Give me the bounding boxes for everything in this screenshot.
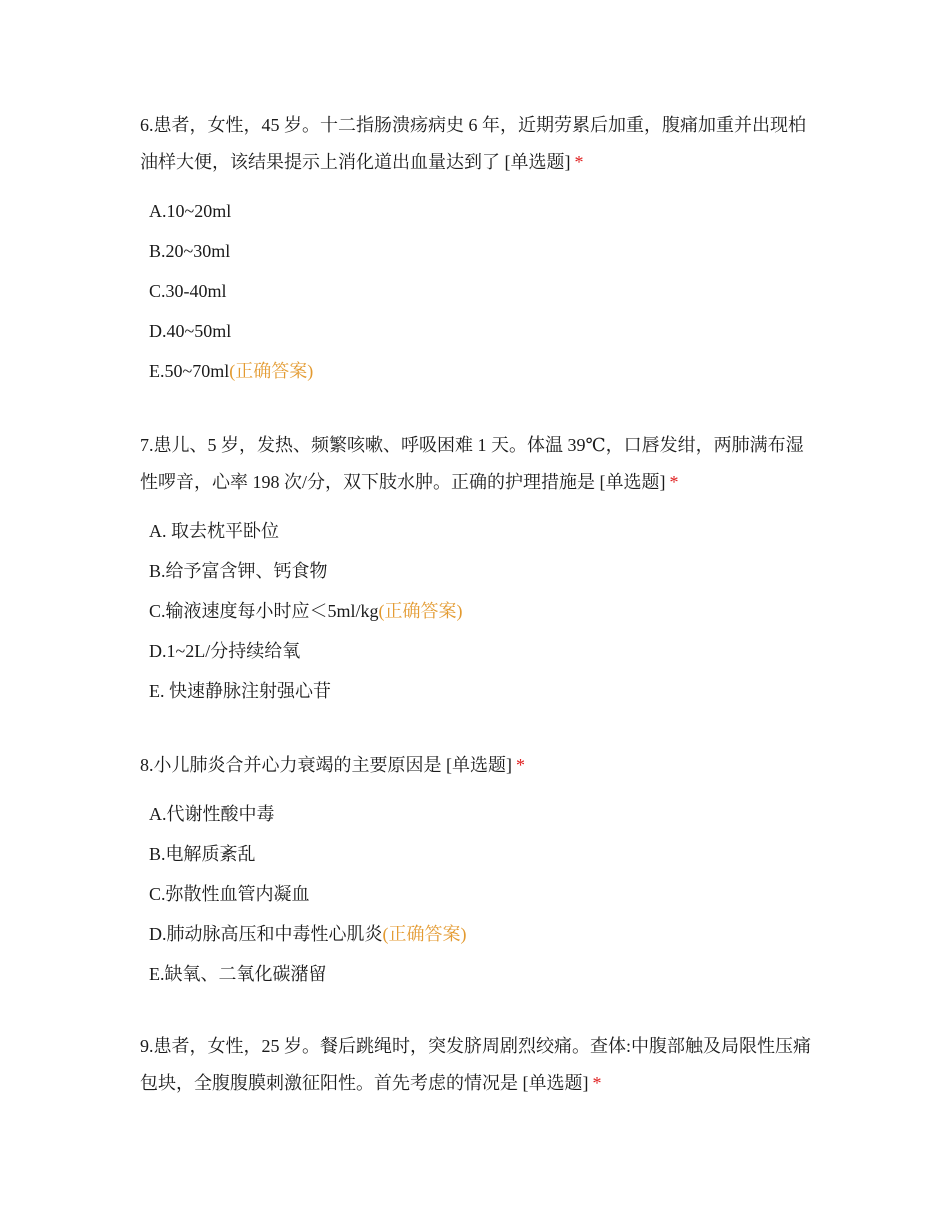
question-6-options <box>140 191 820 391</box>
option-c[interactable]: C.30-40ml <box>149 281 227 301</box>
option-a[interactable]: A.10~20ml <box>149 201 232 221</box>
question-8 <box>140 747 820 994</box>
option-d[interactable]: D.1~2L/分持续给氧 <box>149 641 301 661</box>
option-a[interactable]: A. 取去枕平卧位 <box>149 521 279 541</box>
option-e[interactable]: E.50~70ml(正确答案) <box>149 361 314 381</box>
option-c[interactable]: C.输液速度每小时应＜5ml/kg(正确答案) <box>149 601 463 621</box>
question-6 <box>140 107 820 391</box>
option-b[interactable]: B.20~30ml <box>149 241 231 261</box>
required-mark: * <box>669 472 679 492</box>
question-8-text: 8.小儿肺炎合并心力衰竭的主要原因是 [单选题] <box>140 755 512 775</box>
question-7 <box>140 427 820 711</box>
correct-answer-tag: (正确答案) <box>229 361 314 381</box>
option-e[interactable]: E.缺氧、二氧化碳潴留 <box>149 964 327 984</box>
question-6-text: 6.患者，女性，45 岁。十二指肠溃疡病史 6 年，近期劳累后加重，腹痛加重并出现柏油样大便，该结果提示上消化道出血量达到了 [单选题] <box>140 115 806 172</box>
question-8-stem <box>140 747 820 784</box>
required-mark: * <box>592 1073 602 1093</box>
correct-answer-tag: (正确答案) <box>382 924 467 944</box>
question-6-stem <box>140 107 820 181</box>
correct-answer-tag: (正确答案) <box>378 601 463 621</box>
option-e[interactable]: E. 快速静脉注射强心苷 <box>149 681 331 701</box>
option-d[interactable]: D.肺动脉高压和中毒性心肌炎(正确答案) <box>149 924 467 944</box>
question-9-text: 9.患者，女性，25 岁。餐后跳绳时，突发脐周剧烈绞痛。查体:中腹部触及局限性压痛包块，全腹腹膜刺激征阳性。首先考虑的情况是 [单选题] <box>140 1036 811 1093</box>
option-b[interactable]: B.给予富含钾、钙食物 <box>149 561 328 581</box>
question-8-options <box>140 794 820 994</box>
question-7-text: 7.患儿、5 岁，发热、频繁咳嗽、呼吸困难 1 天。体温 39℃，口唇发绀，两肺满布湿性啰音，心率 198 次/分，双下肢水肿。正确的护理措施是 [单选题] <box>140 435 804 492</box>
question-9 <box>140 1028 820 1102</box>
option-a[interactable]: A.代谢性酸中毒 <box>149 804 275 824</box>
option-d[interactable]: D.40~50ml <box>149 321 232 341</box>
required-mark: * <box>574 152 584 172</box>
question-7-stem <box>140 427 820 501</box>
option-b[interactable]: B.电解质紊乱 <box>149 844 256 864</box>
option-c[interactable]: C.弥散性血管内凝血 <box>149 884 310 904</box>
required-mark: * <box>516 755 525 775</box>
question-7-options <box>140 511 820 711</box>
question-9-stem <box>140 1028 820 1102</box>
